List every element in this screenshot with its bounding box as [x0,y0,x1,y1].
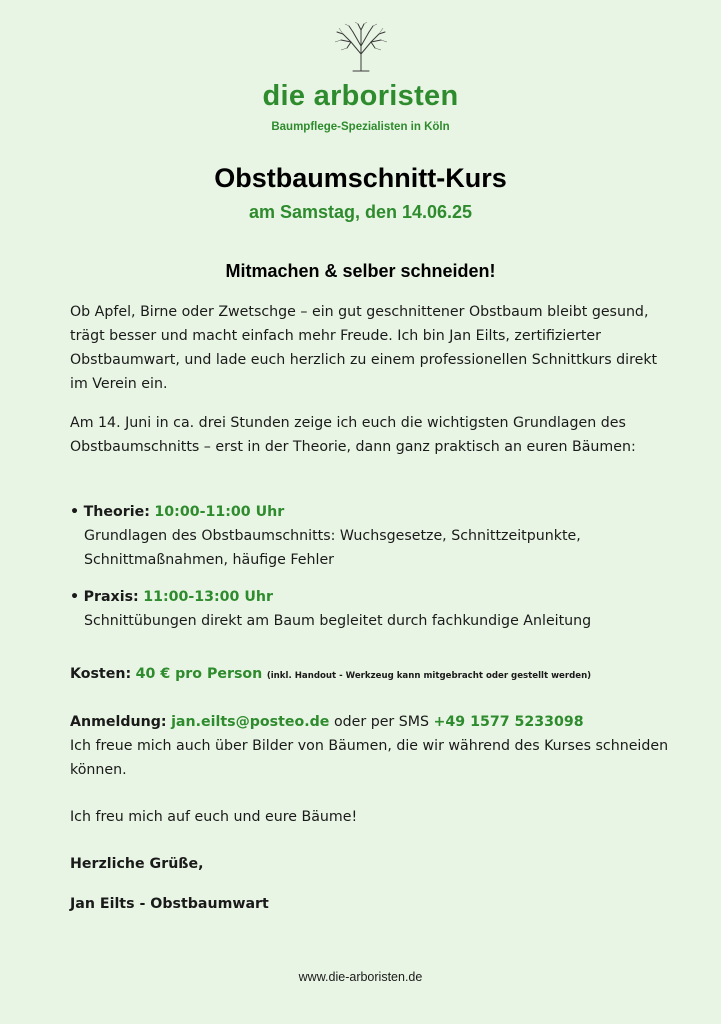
tree-icon [331,22,391,72]
signup-label: Anmeldung: [70,714,167,730]
schedule-description: Schnittübungen direkt am Baum begleitet durch fachkundige Anleitung [84,613,592,629]
closing-line: Ich freu mich auf euch und eure Bäume! [70,809,358,825]
schedule-item-head [70,585,680,609]
details-paragraph: Am 14. Juni in ca. drei Stunden zeige ich euch die wichtigsten Grundlagen des Obstbaumschnitts – erst in der Theorie, dann ganz praktisch an euren Bäumen: [70,415,636,455]
cost-label: Kosten: [70,666,132,682]
cost-note: (inkl. Handout - Werkzeug kann mitgebracht oder gestellt werden) [266,671,592,681]
signup-connector: oder per SMS [333,714,430,730]
title-block [0,163,721,223]
page-title: Obstbaumschnitt-Kurs [214,163,507,193]
event-date: am Samstag, den 14.06.25 [248,202,473,222]
schedule-time: 10:00-11:00 Uhr [154,504,285,520]
signup-block [70,710,690,782]
signup-text: Ich freue mich auch über Bilder von Bäumen, die wir während des Kurses schneiden können. [70,738,669,778]
bullet-icon: • [70,504,80,520]
brand-tagline: Baumpflege-Spezialisten in Köln [271,121,450,133]
signature: Jan Eilts - Obstbaumwart [70,896,269,912]
signup-phone[interactable]: +49 1577 5233098 [433,714,584,730]
schedule-label: Theorie: [83,504,150,520]
schedule-item-head [70,500,680,524]
schedule-description: Grundlagen des Obstbaumschnitts: Wuchsgesetze, Schnittzeitpunkte, Schnittmaßnahmen, häufige Fehler [84,528,581,568]
website-link[interactable]: www.die-arboristen.de [298,970,423,984]
cost-line [70,662,710,688]
brand-name: die arboristen [262,80,459,112]
schedule-item-practice [70,585,680,633]
intro-paragraph: Ob Apfel, Birne oder Zwetschge – ein gut geschnittener Obstbaum bleibt gesund, trägt besser und macht einfach mehr Freude. Ich bin Jan Eilts, zertifizierter Obstbaumwart, und lade euch herzlich zu einem professionellen Schnittkurs direkt im Verein ein. [70,304,658,392]
schedule-time: 11:00-13:00 Uhr [143,589,273,605]
header [0,22,721,133]
greeting: Herzliche Grüße, [70,856,204,872]
subheading: Mitmachen & selber schneiden! [225,261,496,281]
signup-email-link[interactable]: jan.eilts@posteo.de [171,714,330,730]
schedule-label: Praxis: [83,589,139,605]
schedule-item-theory [70,500,680,572]
cost-value: 40 € pro Person [135,666,263,682]
bullet-icon: • [70,589,80,605]
